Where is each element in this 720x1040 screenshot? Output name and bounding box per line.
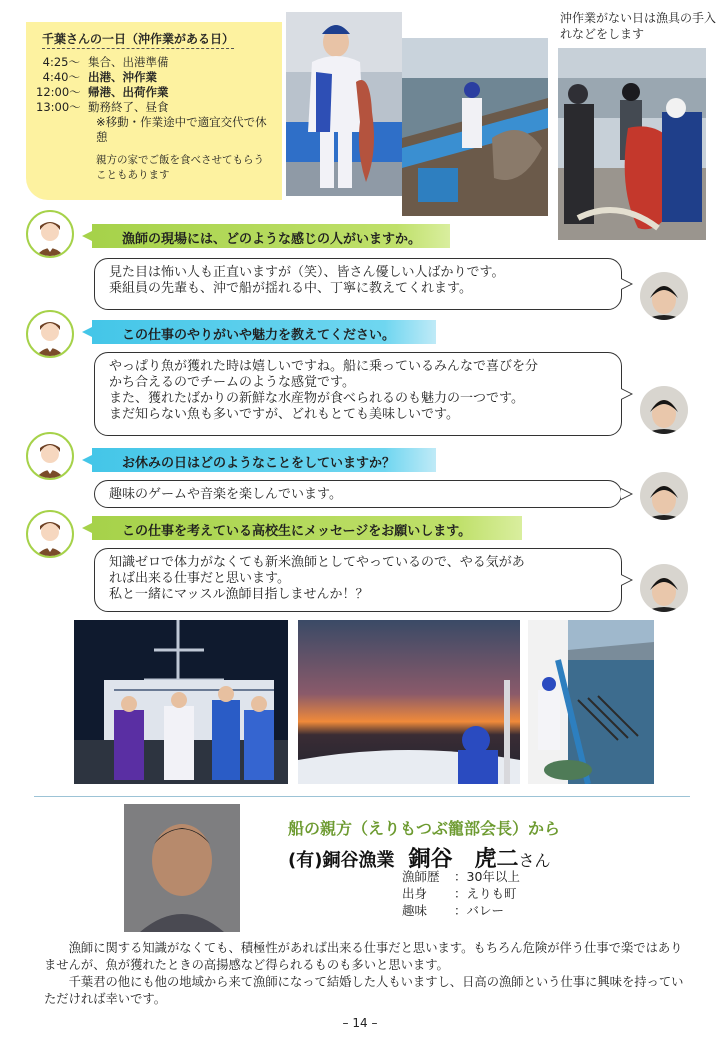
answer-line: かち合えるのでチームのような感覚です。 [109,375,355,390]
answer-line: まだ知らない魚も多いですが、どれもとても美味しいです。 [109,407,459,422]
answer-line: れば出来る仕事だと思います。 [109,571,290,586]
schedule-row [36,70,272,85]
photo-fishing-lines [528,620,654,784]
question-bar [92,516,522,540]
schedule-note: ※移動・作業途中で適宜交代で休憩 [96,115,267,144]
boss-meta-value: ：バレー [454,903,505,918]
answer-bubble [94,352,622,436]
answer-line: やっぱり魚が獲れた時は嬉しいですね。船に乗っているみんなで喜びを分 [109,359,539,374]
interviewee-avatar-image [640,272,688,320]
interviewee-avatar [640,472,688,520]
boss-meta-row [402,902,520,919]
boss-meta-value: ：30年以上 [454,869,520,884]
schedule-time: 4:40〜 [42,70,80,84]
boss-photo [124,804,240,932]
photo-crew-night-image [74,620,288,784]
schedule-row [36,85,272,100]
boss-meta [402,868,520,919]
boss-meta-key: 漁師歴 [402,869,440,884]
interviewer-avatar-image [28,512,72,556]
photo-octopus [286,12,402,196]
boss-honorific: さん [518,851,551,870]
boss-meta-key: 趣味 [402,903,428,918]
interviewee-avatar [640,564,688,612]
answer-line: 乗組員の先輩も、沖で船が揺れる中、丁寧に教えてくれます。 [109,281,472,296]
boss-message [44,940,684,1008]
answer-line: 私と一緒にマッスル漁師目指しませんか！？ [109,587,369,602]
interviewer-avatar-image [28,312,72,356]
schedule-footer: 親方の家でご飯を食べさせてもらうこともあります [96,154,264,181]
photo-boat-deck-image [402,38,548,216]
answer-bubble [94,548,622,612]
interviewer-avatar [26,210,74,258]
question-bar [92,448,436,472]
interviewee-avatar-image [640,564,688,612]
question-bar [92,224,450,248]
schedule-box [26,22,282,200]
boss-message-paragraph: 千葉君の他にも他の地域から来て漁師になって結婚した人もいますし、日高の漁師という仕事に興味を持っていただければ幸いです。 [44,975,684,1006]
interviewer-avatar [26,510,74,558]
schedule-activity: 帰港、出荷作業 [88,85,169,99]
schedule-time: 13:00〜 [36,100,81,114]
schedule-row [36,100,272,115]
boss-photo-image [124,804,240,932]
interviewee-avatar [640,386,688,434]
interviewer-avatar [26,432,74,480]
boss-meta-row [402,868,520,885]
interviewee-avatar-image [640,386,688,434]
answer-bubble [94,258,622,310]
question-bar [92,320,436,344]
boss-meta-value: ：えりも町 [454,886,517,901]
answer-line: 見た目は怖い人も正直いますが（笑）、皆さん優しい人ばかりです。 [109,265,505,280]
photo-sunrise-sea [298,620,520,784]
question-text: お休みの日はどのようなことをしていますか？ [122,456,396,471]
question-text: この仕事のやりがいや魅力を教えてください。 [122,328,396,343]
schedule-title: 千葉さんの一日（沖作業がある日） [42,30,234,49]
schedule-activity: 集合、出港準備 [88,55,169,69]
schedule-time: 12:00〜 [36,85,81,99]
photo-boat-deck [402,38,548,216]
boss-meta-row [402,885,520,902]
boss-heading: 船の親方（えりもつぶ籠部会長）から [288,819,561,838]
photo-sunrise-sea-image [298,620,520,784]
boss-message-paragraph: 漁師に関する知識がなくても、積極性があれば出来る仕事だと思います。もちろん危険が伴う仕事で楽ではありませんが、魚が獲れたときの高揚感など得られるものも多いと思います。 [44,941,683,972]
interviewer-avatar [26,310,74,358]
schedule-row [36,55,272,70]
schedule-rows [36,55,272,115]
section-divider [34,796,690,797]
photo-caption-top: 沖作業がない日は漁具の手入れなどをします [560,11,717,41]
boss-company: (有)銅谷漁業 [288,850,395,871]
schedule-time: 4:25〜 [42,55,80,69]
boss-name: 銅谷 虎二 [408,847,519,872]
interviewer-avatar-image [28,434,72,478]
answer-line: 知識ゼロで体力がなくても新米漁師としてやっているので、やる気があ [109,555,525,570]
answer-line: 趣味のゲームや音楽を楽しんでいます。 [109,487,342,502]
photo-net-maintenance [558,48,706,240]
answer-line: また、獲れたばかりの新鮮な水産物が食べられるのも魅力の一つです。 [109,391,524,406]
page-number: – 14 – [342,1016,378,1030]
schedule-activity: 勤務終了、昼食 [88,100,169,114]
photo-net-maintenance-image [558,48,706,240]
answer-bubble [94,480,622,508]
interviewer-avatar-image [28,212,72,256]
question-text: 漁師の現場には、どのような感じの人がいますか。 [122,232,422,247]
question-text: この仕事を考えている高校生にメッセージをお願いします。 [122,524,472,539]
interviewee-avatar-image [640,472,688,520]
schedule-activity: 出港、沖作業 [88,70,157,84]
interviewee-avatar [640,272,688,320]
photo-fishing-lines-image [528,620,654,784]
photo-crew-night [74,620,288,784]
photo-octopus-image [286,12,402,196]
boss-meta-key: 出身 [402,886,428,901]
